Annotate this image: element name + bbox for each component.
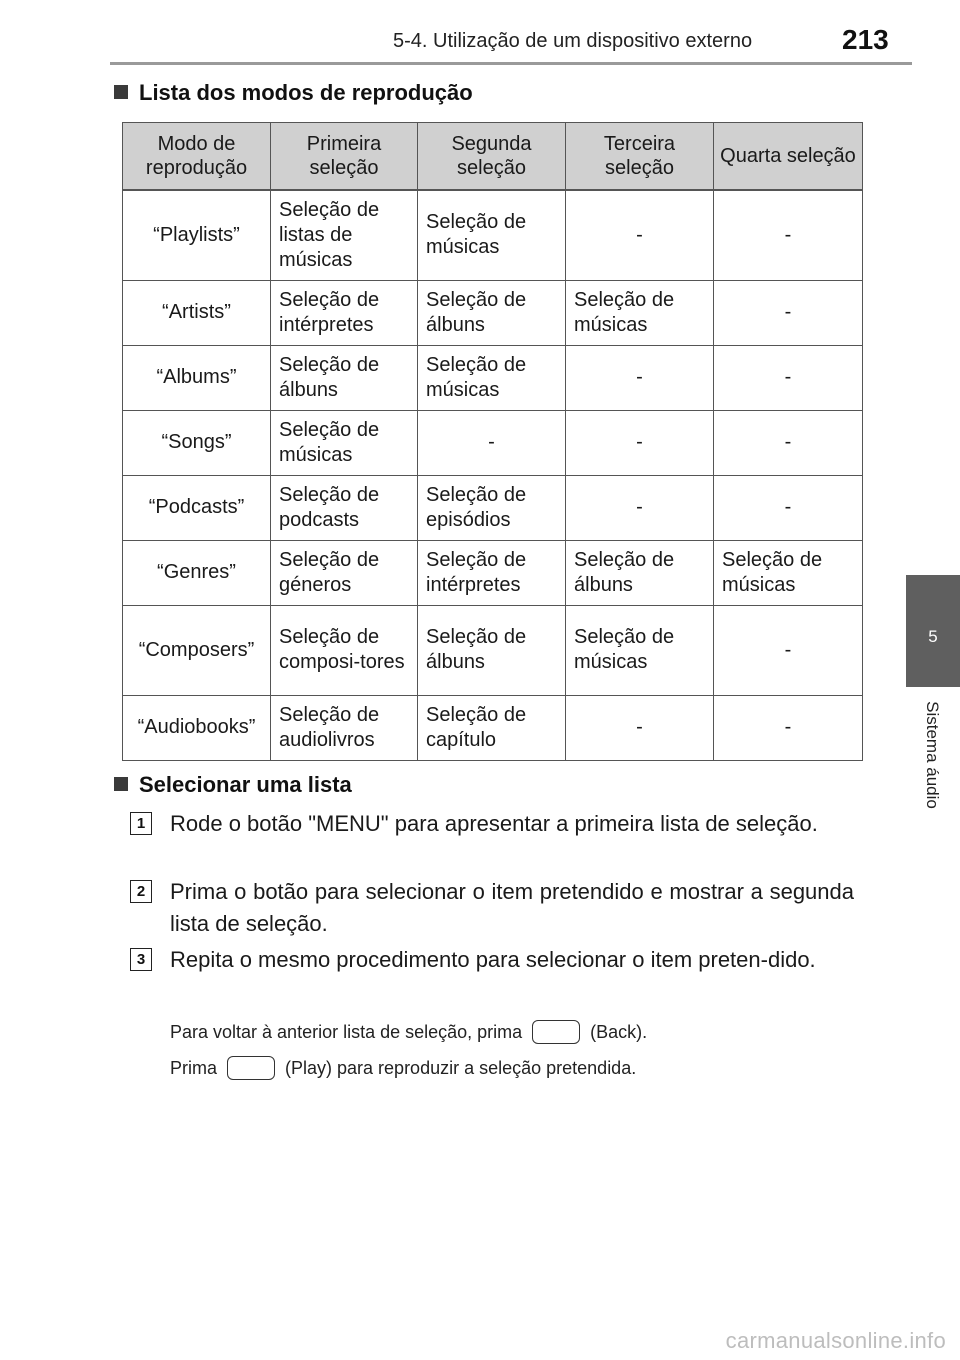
selection-cell: - <box>566 410 714 475</box>
table-row <box>123 345 863 410</box>
note-text: Prima <box>170 1058 218 1078</box>
selection-cell: - <box>418 410 566 475</box>
page-header <box>0 0 960 70</box>
mode-name-cell: “Albums” <box>123 345 271 410</box>
table-row <box>123 540 863 605</box>
table-row <box>123 605 863 695</box>
section-title-select-list <box>114 772 352 798</box>
selection-cell: Seleção de episódios <box>418 475 566 540</box>
selection-cell: Seleção de capítulo <box>418 695 566 760</box>
mode-name-cell: “Artists” <box>123 280 271 345</box>
step-number-badge: 3 <box>130 948 152 971</box>
selection-cell: Seleção de géneros <box>271 540 418 605</box>
chapter-number: 5 <box>928 627 938 646</box>
back-button-icon <box>532 1020 580 1044</box>
selection-cell: Seleção de álbuns <box>418 280 566 345</box>
selection-cell: Seleção de podcasts <box>271 475 418 540</box>
selection-cell: - <box>714 475 863 540</box>
mode-name-cell: “Audiobooks” <box>123 695 271 760</box>
selection-cell: Seleção de composi-tores <box>271 605 418 695</box>
table-body <box>123 190 863 760</box>
header-rule <box>110 62 912 65</box>
selection-cell: - <box>714 410 863 475</box>
header-third-selection: Terceira seleção <box>566 123 714 191</box>
table-row <box>123 410 863 475</box>
play-button-icon <box>227 1056 275 1080</box>
selection-cell: Seleção de audiolivros <box>271 695 418 760</box>
selection-cell: Seleção de intérpretes <box>271 280 418 345</box>
step-number-badge: 1 <box>130 812 152 835</box>
note-text: Para voltar à anterior lista de seleção, prima <box>170 1022 523 1042</box>
selection-cell: - <box>714 605 863 695</box>
selection-cell: Seleção de músicas <box>566 605 714 695</box>
header-fourth-selection: Quarta seleção <box>714 123 863 191</box>
selection-cell: - <box>714 345 863 410</box>
table-row <box>123 280 863 345</box>
chapter-tab <box>906 575 960 687</box>
mode-name-cell: “Genres” <box>123 540 271 605</box>
selection-cell: Seleção de músicas <box>418 190 566 280</box>
square-bullet-icon <box>114 85 128 99</box>
selection-cell: Seleção de músicas <box>418 345 566 410</box>
note-text: (Back). <box>590 1022 648 1042</box>
header-section-title: 5-4. Utilização de um dispositivo externo <box>393 30 753 52</box>
selection-cell: - <box>566 475 714 540</box>
square-bullet-icon <box>114 777 128 791</box>
selection-cell: - <box>714 280 863 345</box>
selection-cell: Seleção de álbuns <box>418 605 566 695</box>
note-back <box>170 1020 647 1044</box>
watermark: carmanualsonline.info <box>725 1328 946 1353</box>
selection-cell: Seleção de listas de músicas <box>271 190 418 280</box>
selection-cell: Seleção de intérpretes <box>418 540 566 605</box>
step-text: Prima o botão para selecionar o item pretendido e mostrar a segunda lista de seleção. <box>170 879 854 936</box>
step-number-badge: 2 <box>130 880 152 903</box>
selection-cell: Seleção de álbuns <box>271 345 418 410</box>
section-title-text: Selecionar uma lista <box>139 772 352 797</box>
selection-cell: Seleção de álbuns <box>566 540 714 605</box>
mode-name-cell: “Songs” <box>123 410 271 475</box>
step-text: Rode o botão "MENU" para apresentar a primeira lista de seleção. <box>170 811 818 836</box>
playback-modes-table <box>122 122 863 761</box>
step-text: Repita o mesmo procedimento para selecionar o item preten-dido. <box>170 947 816 972</box>
selection-cell: - <box>714 190 863 280</box>
selection-cell: Seleção de músicas <box>566 280 714 345</box>
selection-cell: - <box>566 695 714 760</box>
header-first-selection: Primeira seleção <box>271 123 418 191</box>
table-row <box>123 695 863 760</box>
table-header-row <box>123 123 863 191</box>
page-number: 213 <box>842 24 889 55</box>
selection-cell: - <box>566 345 714 410</box>
table-row <box>123 475 863 540</box>
selection-cell: Seleção de músicas <box>271 410 418 475</box>
note-play <box>170 1056 636 1080</box>
note-text: (Play) para reproduzir a seleção pretendida. <box>285 1058 637 1078</box>
chapter-label: Sistema áudio <box>923 701 942 809</box>
selection-cell: Seleção de músicas <box>714 540 863 605</box>
table-row <box>123 190 863 280</box>
selection-cell: - <box>714 695 863 760</box>
section-title-text: Lista dos modos de reprodução <box>139 80 473 105</box>
mode-name-cell: “Podcasts” <box>123 475 271 540</box>
selection-cell: - <box>566 190 714 280</box>
mode-name-cell: “Playlists” <box>123 190 271 280</box>
mode-name-cell: “Composers” <box>123 605 271 695</box>
header-play-mode: Modo de reprodução <box>123 123 271 191</box>
header-second-selection: Segunda seleção <box>418 123 566 191</box>
section-title-playback-modes <box>114 80 473 106</box>
